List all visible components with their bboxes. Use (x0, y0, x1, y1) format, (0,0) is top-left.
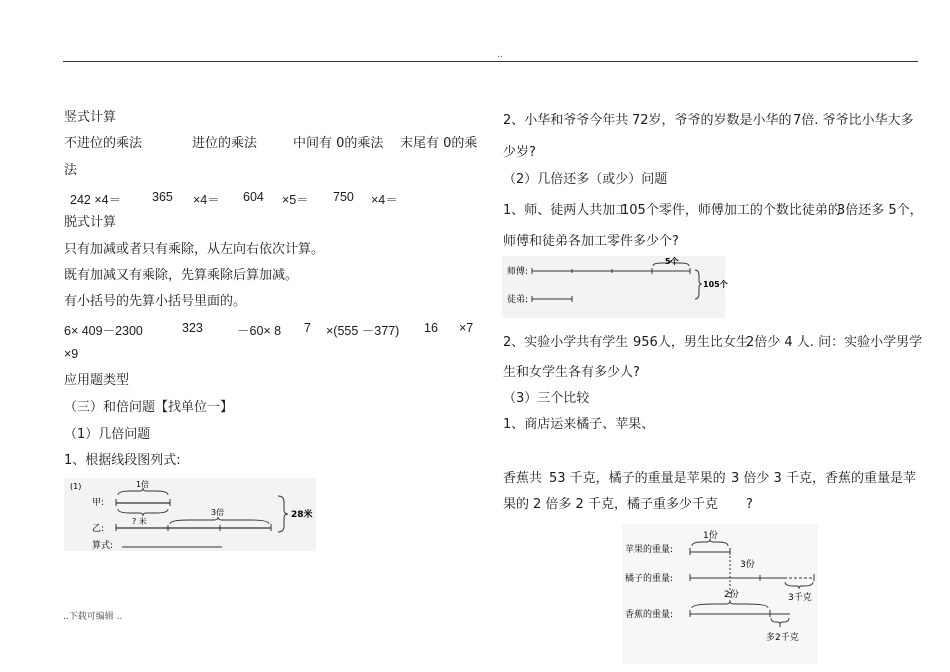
q-master-wrap: 师傅和徒弟各加工零件多少个? (503, 234, 679, 249)
expr-4-wrap: ×9 (64, 347, 79, 361)
heading-three-compare: （3）三个比较 (503, 391, 590, 406)
fig3-banana: 香蕉的重量: (625, 610, 674, 620)
rule-3: 有小括号的先算小括号里面的。 (64, 294, 247, 309)
figure-segment-1 (64, 478, 316, 551)
calc-1: 242 ×4＝ (70, 193, 122, 207)
text-end-zero: 末尾有 0的乘 (400, 136, 478, 151)
fig1-yi: 乙: (92, 524, 105, 534)
heading-times: （1）几倍问题 (64, 427, 151, 442)
q-master-part2: 105个零件，师傅加工的个数比徒弟的 (621, 203, 841, 218)
q-shop-part2: 53 千克，橘子的重量是苹果的 (549, 471, 726, 486)
heading-stepwise: 脱式计算 (64, 215, 117, 230)
q-shop-part6: ? (746, 497, 753, 512)
expr-2-op: －60× 8 (237, 324, 282, 338)
fig1-q: ? 米 (132, 517, 147, 526)
rule-2: 既有加减又有乘除，先算乘除后算加减。 (64, 268, 299, 283)
problem-1-label: 1、根据线段图列式: (64, 453, 181, 468)
calc-2-op: ×4＝ (193, 193, 220, 207)
text-wrap: 法 (64, 163, 78, 178)
header-rule (63, 61, 918, 62)
q2-part3: 7倍. 爷爷比小华大多 (793, 113, 914, 128)
text-carry: 进位的乘法 (192, 136, 258, 151)
q-school-part2: 956人，男生比女生 (633, 335, 749, 350)
fig2-five: 5个 (665, 257, 679, 266)
calc-4: 750 (333, 190, 354, 204)
q2-part1: 2、小华和爷爷今年共 (503, 113, 629, 128)
figure-segment-2 (502, 256, 728, 318)
fig3-apple: 苹果的重量: (625, 545, 674, 555)
calc-2: 365 (152, 190, 173, 204)
fig1-label: (1) (70, 482, 82, 491)
text-no-carry: 不进位的乘法 (64, 136, 143, 151)
calc-4-op: ×4＝ (371, 193, 398, 207)
q-school-part3: 2倍少 4 人. 问：实验小学男学 (746, 335, 923, 350)
fig2-total: 105个 (703, 280, 728, 289)
expr-4-op: ×7 (459, 321, 474, 335)
heading-word-problems: 应用题类型 (64, 373, 130, 388)
text-middle-zero: 中间有 0的乘法 (293, 136, 384, 151)
heading-vertical-calc: 竖式计算 (64, 110, 117, 125)
fig2-shifu: 师傅: (507, 267, 529, 277)
q-school-wrap: 生和女学生各有多少人? (503, 365, 640, 380)
q-master-part1: 1、师、徒两人共加工 (503, 203, 629, 218)
q-master-part3: 3倍还多 5个， (837, 203, 923, 218)
fig1-formula: 算式: (92, 541, 114, 551)
q2-part2: 72岁，爷爷的岁数是小华的 (632, 113, 792, 128)
footer-text: ..下载可编辑 .. (63, 612, 123, 622)
q-shop-part4: 果的 (503, 497, 530, 512)
expr-2: 323 (182, 321, 203, 335)
calc-3-op: ×5＝ (282, 193, 309, 207)
q-shop-part5: 2 倍多 2 千克，橘子重多少千克 (533, 497, 718, 512)
fig3-three: 3份 (740, 560, 755, 570)
fig3-orange: 橘子的重量: (625, 574, 674, 584)
q-shop-line1: 1、商店运来橘子、苹果、 (503, 417, 655, 432)
fig1-jia: 甲: (92, 498, 105, 508)
heading-sum-multiple: （三）和倍问题【找单位一】 (64, 400, 234, 415)
fig2-tudi: 徒弟: (507, 295, 529, 305)
expr-3: 7 (304, 321, 311, 335)
q2-wrap: 少岁? (503, 145, 536, 160)
fig1-one: 1倍 (136, 480, 150, 489)
q-school-part1: 2、实验小学共有学生 (503, 335, 629, 350)
figure-segment-3 (622, 524, 818, 664)
expr-1: 6× 409－2300 (64, 324, 143, 338)
fig3-plus2: 多2千克 (766, 633, 799, 643)
heading-more-less: （2）几倍还多（或少）问题 (503, 172, 668, 187)
q-shop-part1: 香蕉共 (503, 471, 543, 486)
fig3-one: 1份 (703, 531, 718, 541)
calc-3: 604 (243, 190, 264, 204)
expr-4: 16 (424, 321, 438, 335)
rule-1: 只有加减或者只有乘除，从左向右依次计算。 (64, 242, 325, 257)
fig3-minus3: 3千克 (788, 593, 812, 603)
fig1-total: 28米 (291, 510, 313, 520)
q-shop-part3: 3 倍少 3 千克，香蕉的重量是苹 (731, 471, 916, 486)
header-mark: .. (497, 50, 503, 60)
fig1-three: 3倍 (211, 508, 225, 517)
expr-3-op: ×(555 －377) (326, 324, 400, 338)
fig3-two: 2份 (724, 590, 739, 600)
